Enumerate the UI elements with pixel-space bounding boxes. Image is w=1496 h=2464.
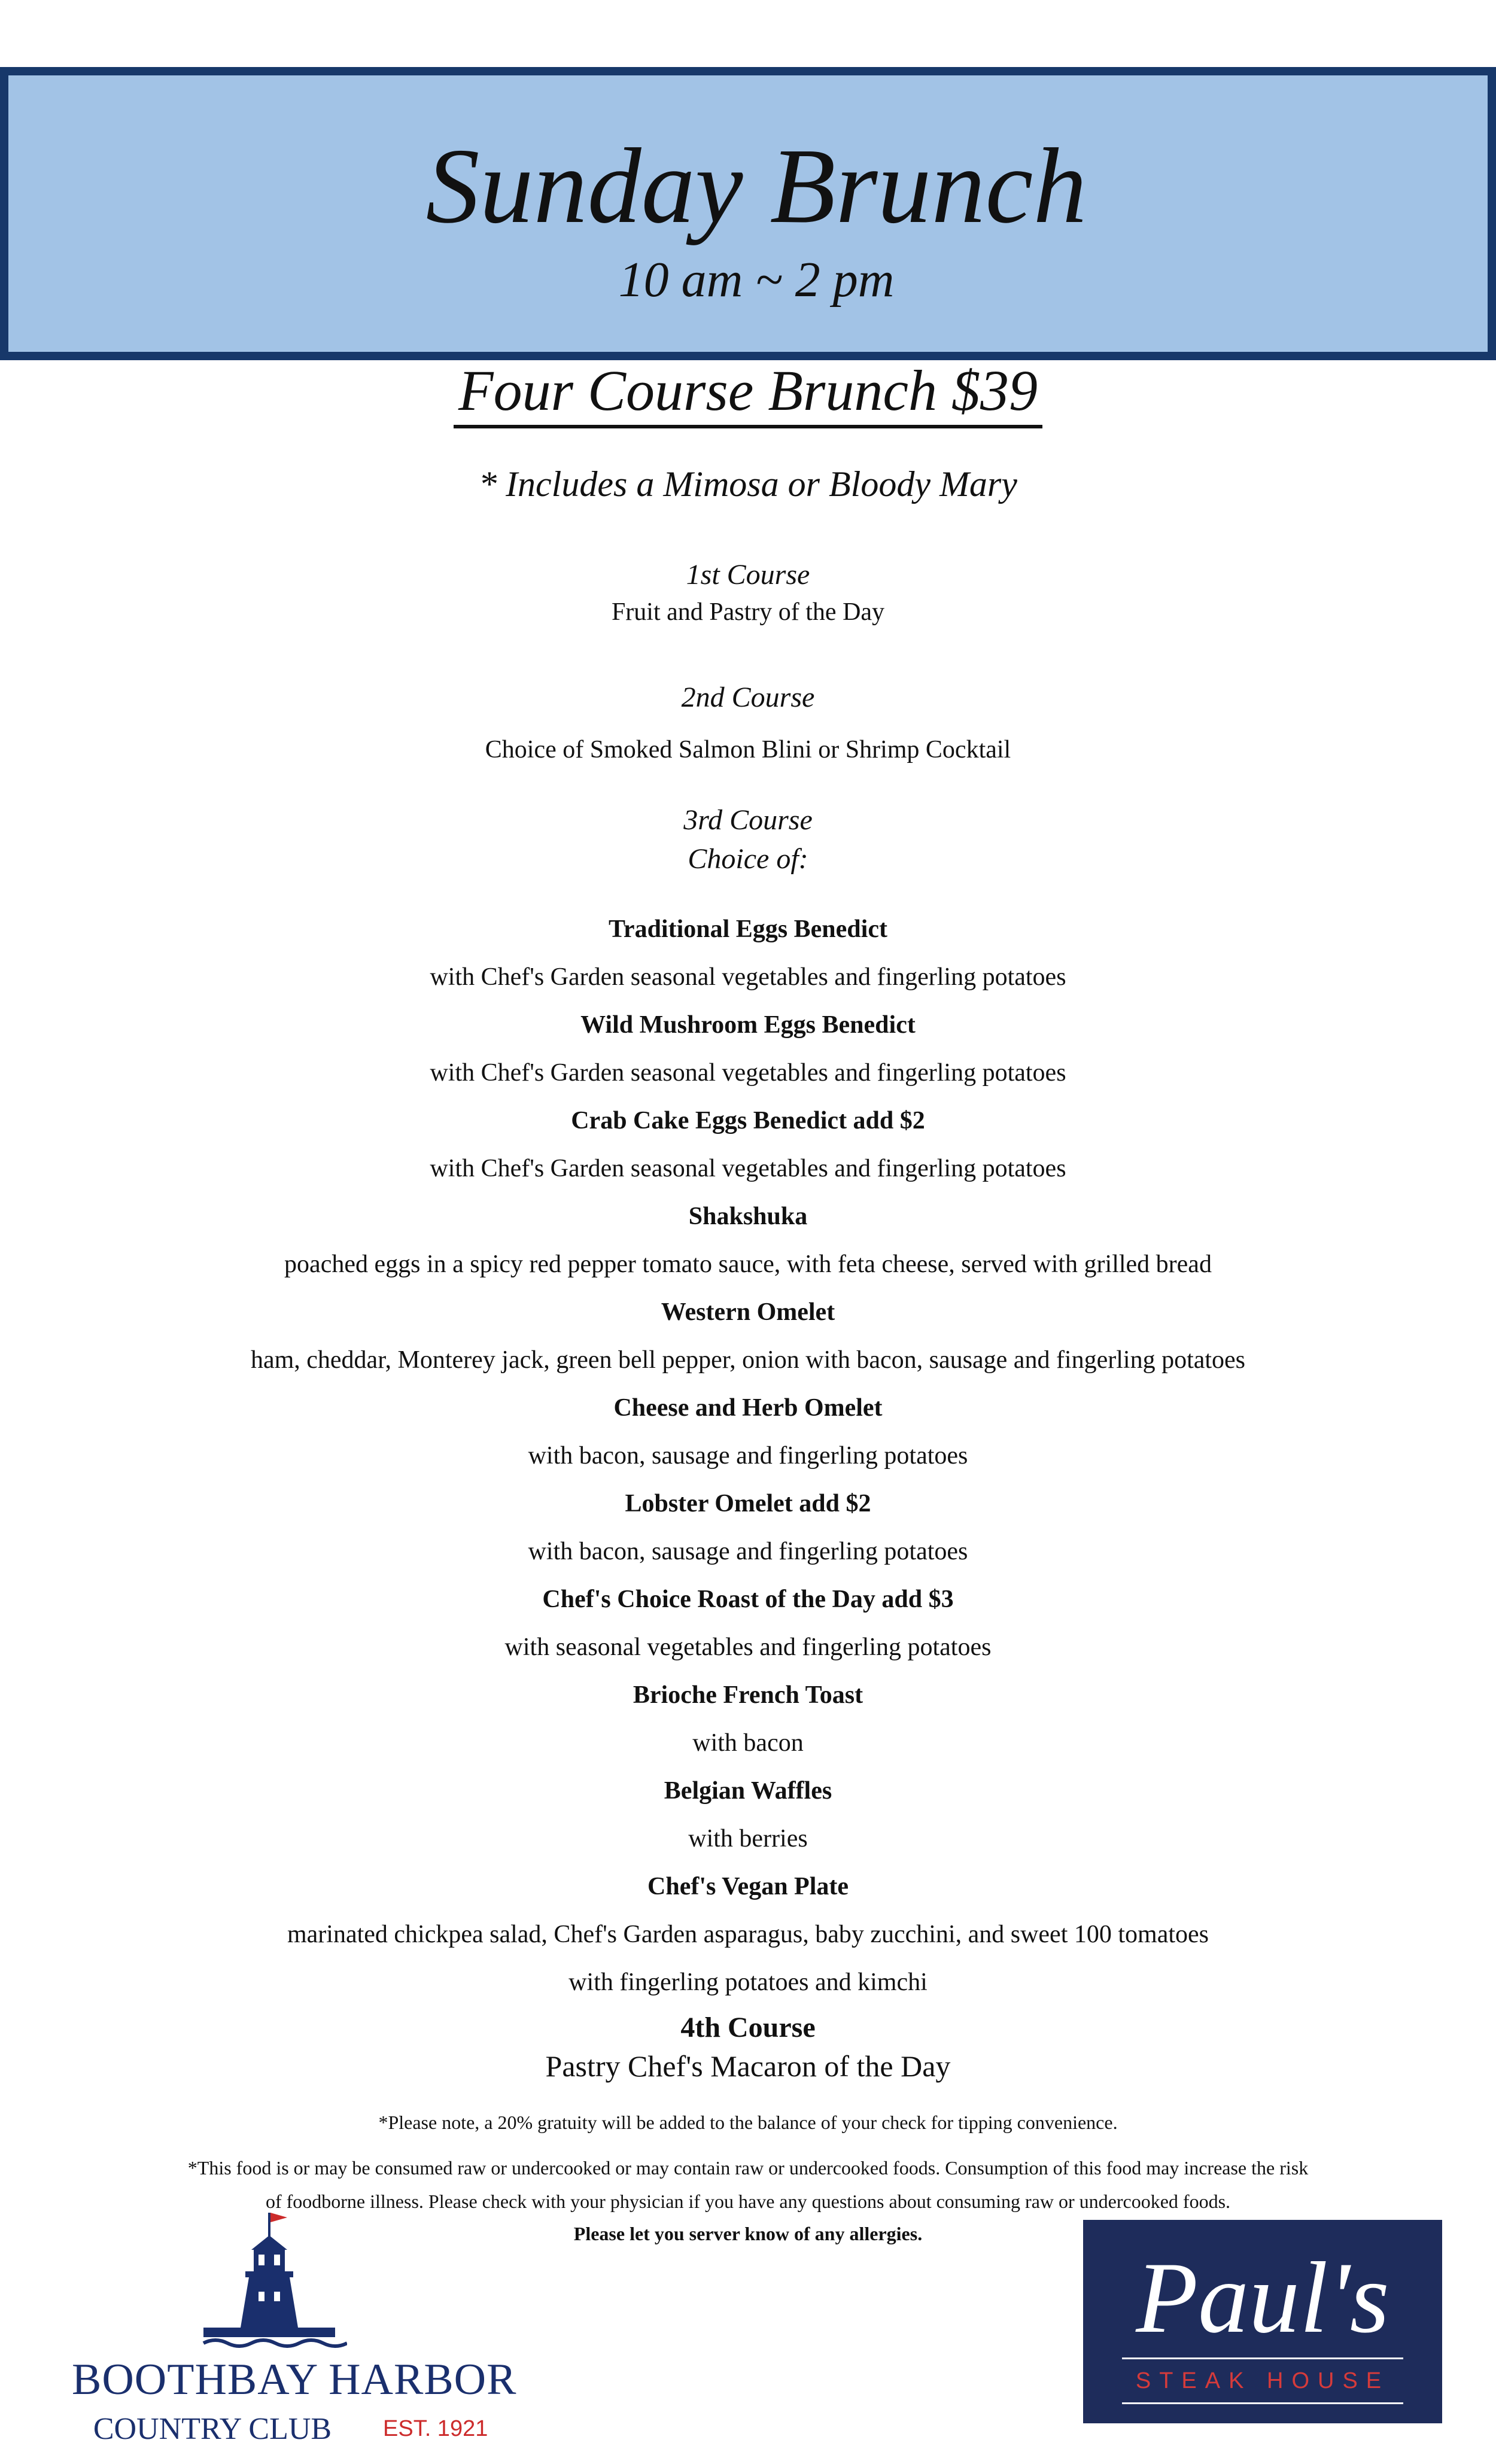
dish-name: Traditional Eggs Benedict — [609, 915, 887, 943]
pauls-name: Paul's — [1136, 2241, 1389, 2354]
pauls-steak-house-logo — [1083, 2220, 1442, 2423]
pauls-subtitle: STEAK HOUSE — [1135, 2368, 1390, 2393]
gratuity-note: *Please note, a 20% gratuity will be added to the balance of your check for tipping convenience. — [378, 2112, 1118, 2133]
dish-desc: marinated chickpea salad, Chef's Garden asparagus, baby zucchini, and sweet 100 tomatoes — [287, 1921, 1209, 1948]
dish-desc: with fingerling potatoes and kimchi — [568, 1969, 928, 1996]
boothbay-established: EST. 1921 — [383, 2416, 488, 2441]
boothbay-subtitle: COUNTRY CLUB — [93, 2412, 332, 2446]
course-1-heading: 1st Course — [686, 559, 810, 591]
offer-includes: * Includes a Mimosa or Bloody Mary — [479, 464, 1017, 504]
brunch-hours: 10 am ~ 2 pm — [618, 252, 895, 308]
boothbay-harbor-logo — [72, 2208, 517, 2447]
pauls-divider-bottom — [1122, 2402, 1403, 2404]
dish-name: Shakshuka — [688, 1203, 808, 1230]
course-4-body: Pastry Chef's Macaron of the Day — [545, 2049, 951, 2083]
dish-desc: ham, cheddar, Monterey jack, green bell pepper, onion with bacon, sausage and fingerling potatoes — [250, 1346, 1246, 1374]
dish-desc: with bacon, sausage and fingerling potatoes — [528, 1442, 968, 1470]
dish-desc: with berries — [688, 1825, 808, 1852]
dish-name: Chef's Vegan Plate — [647, 1873, 849, 1900]
lighthouse-icon — [191, 2208, 347, 2352]
dish-desc: poached eggs in a spicy red pepper tomato sauce, with feta cheese, served with grilled bread — [284, 1251, 1212, 1278]
course-3-heading: 3rd Course — [683, 804, 813, 836]
course-2-heading: 2nd Course — [681, 682, 815, 713]
header-banner — [0, 67, 1496, 360]
offer-title — [0, 359, 1496, 422]
dish-name: Western Omelet — [661, 1298, 835, 1326]
dish-desc: with seasonal vegetables and fingerling potatoes — [504, 1633, 992, 1661]
raw-food-note-line-1: *This food is or may be consumed raw or undercooked or may contain raw or undercooked foods. Consumption of this food may increase the risk — [187, 2157, 1309, 2179]
dish-name: Brioche French Toast — [633, 1681, 863, 1709]
raw-food-note-line-2: of foodborne illness. Please check with your physician if you have any questions about consuming raw or undercooked foods. — [265, 2191, 1231, 2212]
dish-name: Crab Cake Eggs Benedict add $2 — [571, 1107, 925, 1134]
dish-name: Wild Mushroom Eggs Benedict — [580, 1011, 916, 1039]
dish-name: Chef's Choice Roast of the Day add $3 — [542, 1586, 954, 1613]
offer-title-text: Four Course Brunch $39 — [454, 358, 1042, 428]
dish-desc: with Chef's Garden seasonal vegetables and fingerling potatoes — [430, 1059, 1066, 1087]
dish-name: Lobster Omelet add $2 — [625, 1490, 871, 1517]
dish-name: Belgian Waffles — [664, 1777, 832, 1805]
dish-desc: with bacon, sausage and fingerling potatoes — [528, 1538, 968, 1565]
course-4-heading: 4th Course — [680, 2012, 816, 2043]
allergy-note: Please let you server know of any allergies. — [573, 2223, 923, 2244]
course-3-subheading: Choice of: — [688, 843, 808, 875]
dish-desc: with Chef's Garden seasonal vegetables and fingerling potatoes — [430, 963, 1066, 991]
course-2-body: Choice of Smoked Salmon Blini or Shrimp Cocktail — [485, 736, 1011, 763]
dish-desc: with Chef's Garden seasonal vegetables and fingerling potatoes — [430, 1155, 1066, 1182]
dish-desc: with bacon — [692, 1729, 804, 1757]
boothbay-name: BOOTHBAY HARBOR — [72, 2355, 517, 2404]
page-title: Sunday Brunch — [425, 126, 1087, 245]
dish-name: Cheese and Herb Omelet — [613, 1394, 883, 1422]
course-1-body: Fruit and Pastry of the Day — [611, 598, 885, 626]
pauls-divider-top — [1122, 2357, 1403, 2359]
